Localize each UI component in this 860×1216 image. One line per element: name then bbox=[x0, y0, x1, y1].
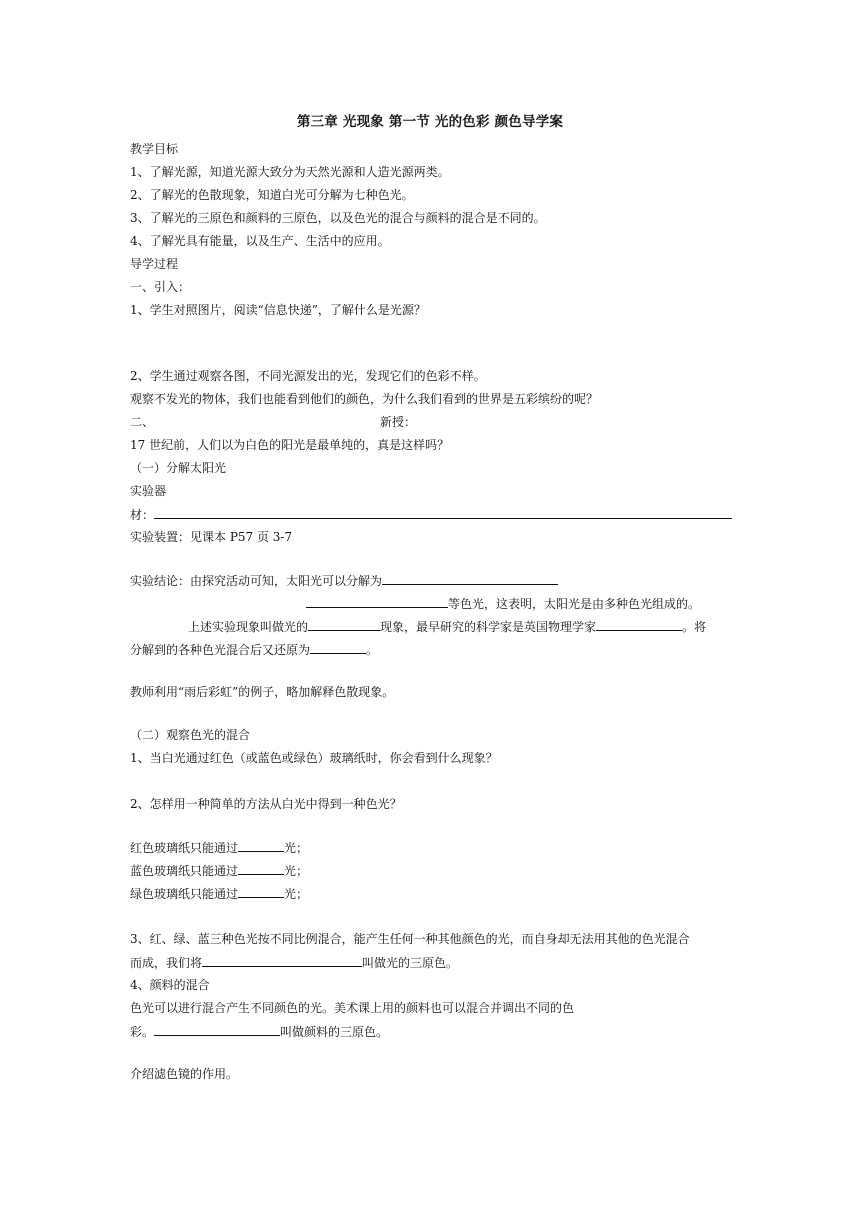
primary-pigment-blank[interactable] bbox=[154, 1023, 280, 1036]
intro-item-2: 2、学生通过观察各图，不同光源发出的光，发现它们的色彩不样。 bbox=[130, 369, 486, 383]
question-3-cont bbox=[130, 954, 458, 971]
question-2: 2、怎样用一种简单的方法从白光中得到一种色光？ bbox=[130, 797, 402, 811]
phenomenon-line-2 bbox=[130, 641, 378, 658]
blue-glass-blank[interactable] bbox=[238, 862, 284, 875]
conclusion-line bbox=[130, 572, 558, 589]
new-lesson-heading bbox=[130, 414, 416, 430]
objectives-heading: 教学目标 bbox=[130, 142, 179, 156]
phenomenon-text-1: 上述实验现象叫做光的 bbox=[188, 620, 309, 634]
equipment-line bbox=[130, 506, 732, 523]
phenomenon-text-4: 分解到的各种色光混合后又还原为 bbox=[130, 643, 311, 657]
objective-item-3: 3、了解光的三原色和颜料的三原色，以及色光的混合与颜料的混合是不同的。 bbox=[130, 211, 546, 225]
intro-item-3: 观察不发光的物体，我们也能看到他们的颜色，为什么我们看到的世界是五彩缤纷的呢？ bbox=[130, 392, 599, 406]
phenomenon-text-2: 现象，最早研究的科学家是英国物理学家 bbox=[380, 620, 597, 634]
red-glass-label: 红色玻璃纸只能通过 bbox=[130, 841, 239, 855]
conclusion-blank-2[interactable] bbox=[306, 595, 448, 608]
section-1-heading: （一）分解太阳光 bbox=[130, 461, 227, 475]
equipment-label: 实验器 bbox=[130, 484, 167, 498]
question-3-suffix: 叫做光的三原色。 bbox=[362, 956, 459, 970]
phenomenon-blank-1[interactable] bbox=[308, 618, 380, 631]
red-glass-suffix: 光； bbox=[284, 841, 309, 855]
red-glass-line bbox=[130, 839, 308, 856]
question-3-prefix: 而成，我们将 bbox=[130, 956, 203, 970]
century-question: 17 世纪前，人们以为白色的阳光是最单纯的，真是这样吗？ bbox=[130, 438, 450, 452]
new-lesson-label: 新授： bbox=[380, 415, 417, 429]
blue-glass-line bbox=[130, 862, 308, 879]
green-glass-blank[interactable] bbox=[238, 885, 284, 898]
pigment-suffix: 叫做颜料的三原色。 bbox=[280, 1025, 389, 1039]
red-glass-blank[interactable] bbox=[238, 839, 284, 852]
section-2-heading: （二）观察色光的混合 bbox=[130, 728, 251, 742]
intro-item-1: 1、学生对照图片，阅读“信息快递”，了解什么是光源？ bbox=[130, 303, 426, 317]
green-glass-suffix: 光； bbox=[284, 887, 309, 901]
green-glass-label: 绿色玻璃纸只能通过 bbox=[130, 887, 239, 901]
conclusion-suffix: 等色光，这表明，太阳光是由多种色光组成的。 bbox=[448, 597, 701, 611]
phenomenon-blank-3[interactable] bbox=[310, 641, 366, 654]
objective-item-1: 1、了解光源，知道光源大致分为天然光源和人造光源两类。 bbox=[130, 165, 450, 179]
equipment-label-cont: 材： bbox=[130, 508, 155, 522]
objective-item-4: 4、了解光具有能量，以及生产、生活中的应用。 bbox=[130, 234, 390, 248]
phenomenon-blank-2[interactable] bbox=[596, 618, 682, 631]
filter-note: 介绍滤色镜的作用。 bbox=[130, 1067, 239, 1081]
apparatus-line: 实验装置：见课本 P57 页 3-7 bbox=[130, 530, 293, 544]
pigment-line-1: 色光可以进行混合产生不同颜色的光。美术课上用的颜料也可以混合并调出不同的色 bbox=[130, 1001, 575, 1015]
pigment-prefix: 彩。 bbox=[130, 1025, 155, 1039]
conclusion-line-2 bbox=[306, 595, 700, 612]
process-heading: 导学过程 bbox=[130, 257, 179, 271]
question-3: 3、红、绿、蓝三种色光按不同比例混合，能产生任何一种其他颜色的光，而自身却无法用其他的色光混合 bbox=[130, 932, 690, 946]
phenomenon-line bbox=[130, 618, 706, 635]
pigment-line-2 bbox=[130, 1023, 388, 1040]
new-lesson-number: 二、 bbox=[130, 415, 155, 429]
page-title: 第三章 光现象 第一节 光的色彩 颜色导学案 bbox=[296, 114, 564, 130]
phenomenon-text-5: 。 bbox=[366, 643, 379, 657]
rainbow-note: 教师利用“雨后彩虹”的例子，略加解释色散现象。 bbox=[130, 685, 395, 699]
question-1: 1、当白光通过红色（或蓝色或绿色）玻璃纸时，你会看到什么现象？ bbox=[130, 751, 498, 765]
pigment-heading: 4、颜料的混合 bbox=[130, 978, 210, 992]
blue-glass-label: 蓝色玻璃纸只能通过 bbox=[130, 864, 239, 878]
phenomenon-text-3: 。将 bbox=[682, 620, 707, 634]
conclusion-prefix: 实验结论：由探究活动可知，太阳光可以分解为 bbox=[130, 574, 383, 588]
blue-glass-suffix: 光； bbox=[284, 864, 309, 878]
green-glass-line bbox=[130, 885, 308, 902]
conclusion-blank-1[interactable] bbox=[382, 572, 558, 585]
objective-item-2: 2、了解光的色散现象，知道白光可分解为七种色光。 bbox=[130, 188, 414, 202]
primary-light-blank[interactable] bbox=[202, 954, 362, 967]
intro-heading: 一、引入： bbox=[130, 280, 191, 294]
equipment-blank[interactable] bbox=[154, 506, 732, 519]
